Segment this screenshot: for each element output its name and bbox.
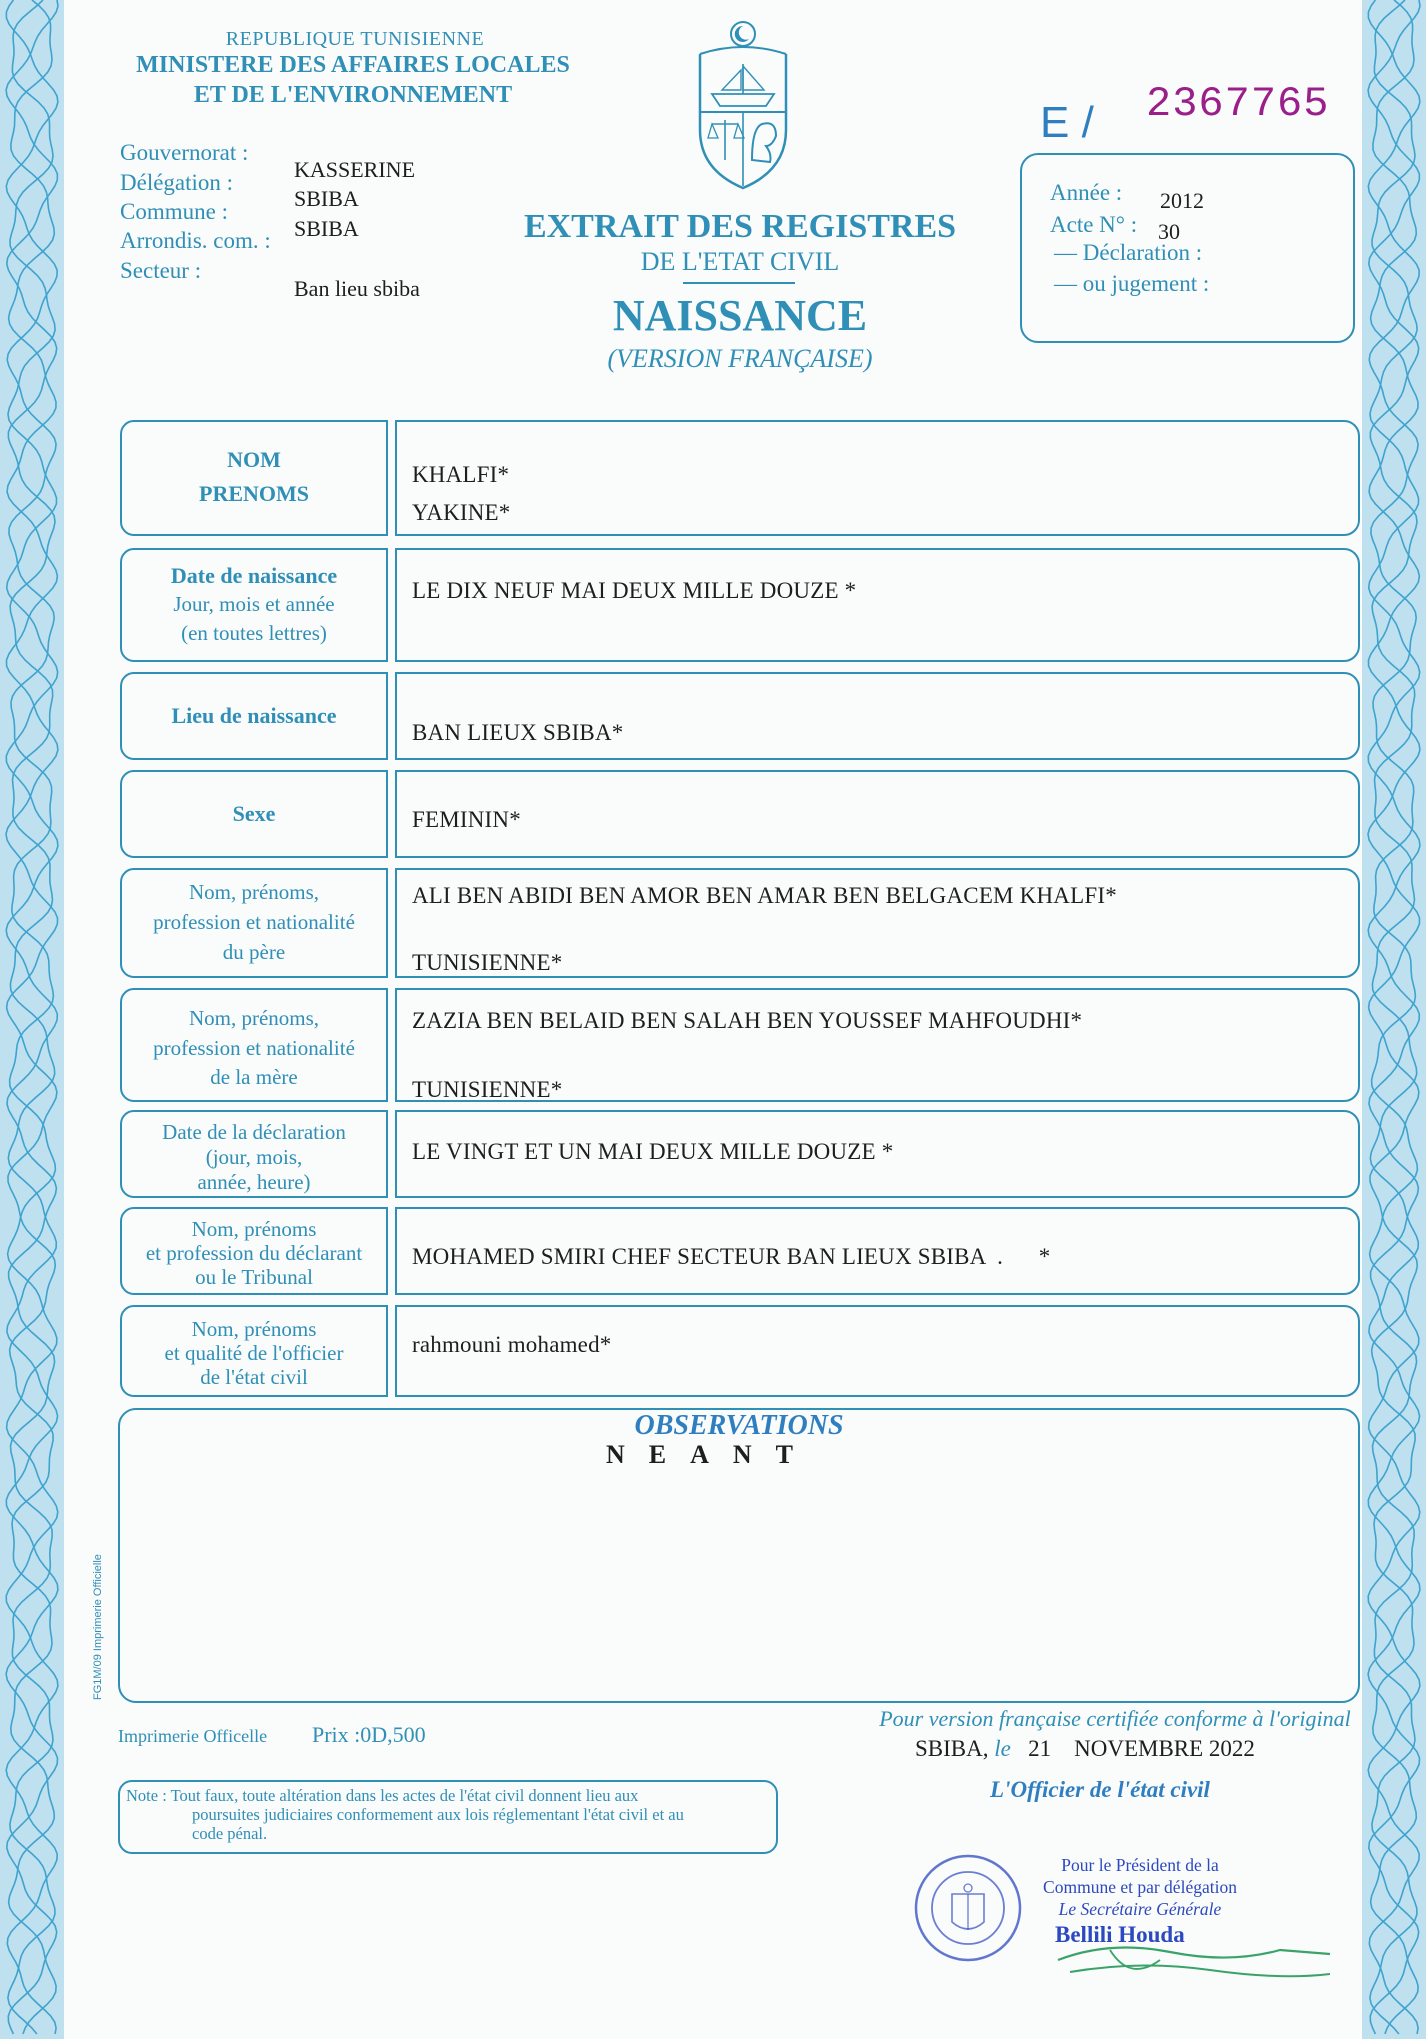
delegation-label: Délégation : (120, 170, 234, 195)
prenoms-label: PRENOMS (199, 481, 309, 506)
declarant-value: MOHAMED SMIRI CHEF SECTEUR BAN LIEUX SBIBA . * (412, 1244, 1051, 1269)
annee-value: 2012 (1160, 188, 1204, 213)
handwritten-signature-icon (1050, 1930, 1340, 2000)
birth-place-label: Lieu de naissance (171, 703, 337, 728)
sex-label: Sexe (232, 801, 276, 826)
declarant-label: Nom, prénoms (191, 1217, 317, 1241)
birth-date-hint: (en toutes lettres) (181, 621, 327, 645)
officer-label: Nom, prénoms (191, 1317, 317, 1341)
right-guilloche-border (1362, 0, 1426, 2039)
gouvernorat-label: Gouvernorat : (120, 140, 249, 165)
officer-title: L'Officier de l'état civil (990, 1777, 1210, 1802)
father-name-value: ALI BEN ABIDI BEN AMOR BEN AMAR BEN BELGACEM KHALFI* (412, 883, 1117, 908)
imprimerie-label: Imprimerie Officelle (118, 1726, 268, 1746)
stamp-text: Pour le Président de la Commune et par délégation Le Secrétaire Générale (1043, 1855, 1237, 1919)
father-label: Nom, prénoms, (188, 880, 320, 904)
ministry-line-1: MINISTERE DES AFFAIRES LOCALES (136, 52, 570, 78)
row-box-value (395, 672, 1360, 760)
declarant-sublabel: et profession du déclarant (145, 1241, 363, 1265)
certification-line: Pour version française certifiée conforme à l'original (879, 1706, 1351, 1731)
side-print-text: FG1M/09 Imprimerie Officielle (92, 1554, 104, 1700)
declaration-date-hint: année, heure) (197, 1170, 311, 1194)
birth-place-value: BAN LIEUX SBIBA* (412, 720, 624, 745)
secteur-label: Secteur : (120, 258, 202, 283)
officer-sublabel: et qualité de l'officier (164, 1341, 344, 1365)
row-box-value (395, 548, 1360, 662)
observations-value: NEANT (606, 1440, 818, 1469)
declarant-hint: ou le Tribunal (195, 1265, 313, 1289)
secteur-value: Ban lieu sbiba (294, 276, 420, 301)
row-box-value (395, 420, 1360, 536)
arrondissement-label: Arrondis. com. : (120, 228, 271, 253)
mother-name-value: ZAZIA BEN BELAID BEN SALAH BEN YOUSSEF MAHFOUDHI* (412, 1008, 1083, 1033)
document-subtitle: DE L'ETAT CIVIL (640, 247, 840, 276)
acte-number-value: 30 (1158, 219, 1180, 244)
acte-number-label: Acte N° : (1050, 212, 1138, 237)
officer-hint: de l'état civil (200, 1365, 308, 1389)
serial-prefix: E / (1040, 98, 1094, 147)
nom-value: KHALFI* (412, 462, 510, 487)
republic-label: REPUBLIQUE TUNISIENNE (225, 28, 485, 50)
declaration-date-sublabel: (jour, mois, (205, 1145, 303, 1169)
annee-label: Année : (1050, 180, 1123, 205)
birth-date-label: Date de naissance (170, 563, 338, 588)
mother-label: Nom, prénoms, (188, 1006, 320, 1030)
title-divider (683, 282, 795, 284)
row-box-label (120, 420, 388, 536)
sex-value: FEMININ* (412, 807, 521, 832)
document-version: (VERSION FRANÇAISE) (607, 344, 873, 373)
ministry-line-2: ET DE L'ENVIRONNEMENT (193, 82, 513, 108)
declaration-date-label: Date de la déclaration (162, 1120, 346, 1144)
declaration-date-value: LE VINGT ET UN MAI DEUX MILLE DOUZE * (412, 1139, 894, 1164)
left-guilloche-border (0, 0, 64, 2039)
document-title: EXTRAIT DES REGISTRES (523, 208, 957, 245)
price-label: Prix :0D,500 (312, 1722, 426, 1747)
document-type: NAISSANCE (612, 291, 868, 340)
birth-date-value: LE DIX NEUF MAI DEUX MILLE DOUZE * (412, 578, 857, 603)
declaration-label: — Déclaration : (1054, 240, 1203, 265)
father-hint: du père (222, 940, 286, 964)
father-nationality-value: TUNISIENNE* (412, 950, 563, 975)
issue-place-date: SBIBA, le 21 NOVEMBRE 2022 (915, 1736, 1255, 1761)
commune-value: SBIBA (294, 186, 359, 211)
arrondissement-value: SBIBA (294, 216, 359, 241)
mother-sublabel: profession et nationalité (153, 1036, 355, 1060)
municipal-stamp-icon (912, 1852, 1024, 1964)
delegation-value: KASSERINE (294, 157, 416, 182)
observations-title: OBSERVATIONS (634, 1410, 844, 1441)
commune-label: Commune : (120, 199, 228, 224)
jugement-label: — ou jugement : (1054, 271, 1210, 296)
row-box-value (395, 770, 1360, 858)
serial-number: 2367765 (1146, 80, 1330, 128)
tunisia-coat-of-arms-icon (686, 20, 800, 192)
legal-note: Note : Tout faux, toute altération dans les actes de l'état civil donnent lieu aux poursuites judiciaires conformement aux lois réglementant l'état civil et au code pénal. (126, 1786, 684, 1843)
nom-label: NOM (227, 447, 281, 472)
mother-nationality-value: TUNISIENNE* (412, 1077, 563, 1102)
birth-date-sublabel: Jour, mois et année (173, 592, 335, 616)
signature-name: Bellili Houda (1055, 1922, 1185, 1947)
mother-hint: de la mère (210, 1065, 298, 1089)
prenoms-value: YAKINE* (412, 500, 511, 525)
father-sublabel: profession et nationalité (153, 910, 355, 934)
officer-value: rahmouni mohamed* (412, 1332, 612, 1357)
